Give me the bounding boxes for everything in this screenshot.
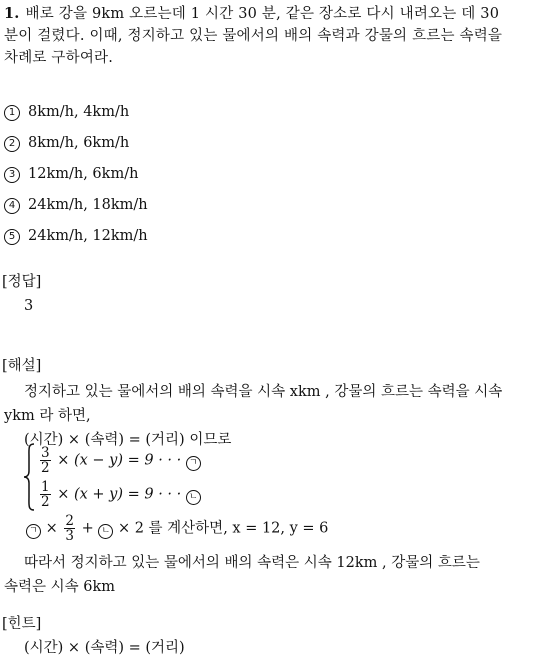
choice-4[interactable] — [4, 197, 148, 214]
choice-mark-4: 4 — [4, 198, 20, 214]
choice-text-1: 8km/h, 4km/h — [28, 104, 130, 120]
solution-line-1: 정지하고 있는 물에서의 배의 속력을 시속 xkm , 강물의 흐르는 속력을 시속 — [24, 384, 503, 400]
equation-1 — [38, 446, 201, 475]
choice-mark-3: 3 — [4, 167, 20, 183]
mark-giyeok-icon: ㄱ — [186, 456, 201, 471]
choice-mark-2: 2 — [4, 136, 20, 152]
choice-1[interactable] — [4, 104, 129, 121]
equation-1-body: × (x − y) = 9 · · · — [57, 452, 182, 469]
question-line-2: 분이 걸렸다. 이때, 정지하고 있는 물에서의 배의 속력과 강물의 흐르는 속력을 — [4, 28, 503, 44]
equation-2 — [38, 480, 201, 509]
question-text-1: 배로 강을 9km 오르는데 1 시간 30 분, 같은 장소로 다시 내려오는 데 30 — [25, 6, 500, 22]
solution-calc — [26, 514, 328, 543]
solution-line-2: ykm 라 하면, — [4, 408, 91, 424]
answer-value: 3 — [24, 298, 34, 314]
question-line-3: 차례로 구하여라. — [4, 50, 114, 66]
choice-2[interactable] — [4, 135, 129, 152]
hint-text: (시간) × (속력) = (거리) — [24, 640, 185, 656]
question-number: 1. — [4, 5, 20, 22]
mark-nieun-icon: ㄴ — [186, 490, 201, 505]
calc-times: × — [45, 520, 58, 537]
equation-2-fraction: $\frac{1}{2}$ — [41, 479, 50, 510]
calc-mark-giyeok-icon: ㄱ — [26, 524, 41, 539]
solution-conclusion-1: 따라서 정지하고 있는 물에서의 배의 속력은 시속 12km , 강물의 흐르는 — [24, 555, 480, 571]
choice-text-2: 8km/h, 6km/h — [28, 135, 130, 151]
choice-text-5: 24km/h, 12km/h — [28, 228, 148, 244]
equation-1-fraction: $\frac{3}{2}$ — [41, 445, 50, 476]
choice-text-4: 24km/h, 18km/h — [28, 197, 148, 213]
calc-plus: + — [81, 520, 94, 537]
choice-mark-5: 5 — [4, 229, 20, 245]
answer-label: [정답] — [2, 274, 42, 290]
hint-label: [힌트] — [2, 616, 42, 632]
choice-3[interactable] — [4, 166, 138, 183]
calc-fraction: $\frac{2}{3}$ — [65, 513, 74, 544]
equation-2-body: × (x + y) = 9 · · · — [57, 486, 182, 503]
calc-mark-nieun-icon: ㄴ — [98, 524, 113, 539]
choice-text-3: 12km/h, 6km/h — [28, 166, 139, 182]
choice-mark-1: 1 — [4, 105, 20, 121]
solution-conclusion-2: 속력은 시속 6km — [4, 579, 116, 595]
calc-tail: × 2 를 계산하면, x = 12, y = 6 — [117, 520, 329, 537]
system-brace — [22, 443, 36, 511]
choice-5[interactable] — [4, 228, 148, 245]
solution-label: [해설] — [2, 358, 42, 374]
solution-formula: (시간) × (속력) = (거리) 이므로 — [24, 432, 232, 448]
question-line-1 — [4, 2, 499, 23]
